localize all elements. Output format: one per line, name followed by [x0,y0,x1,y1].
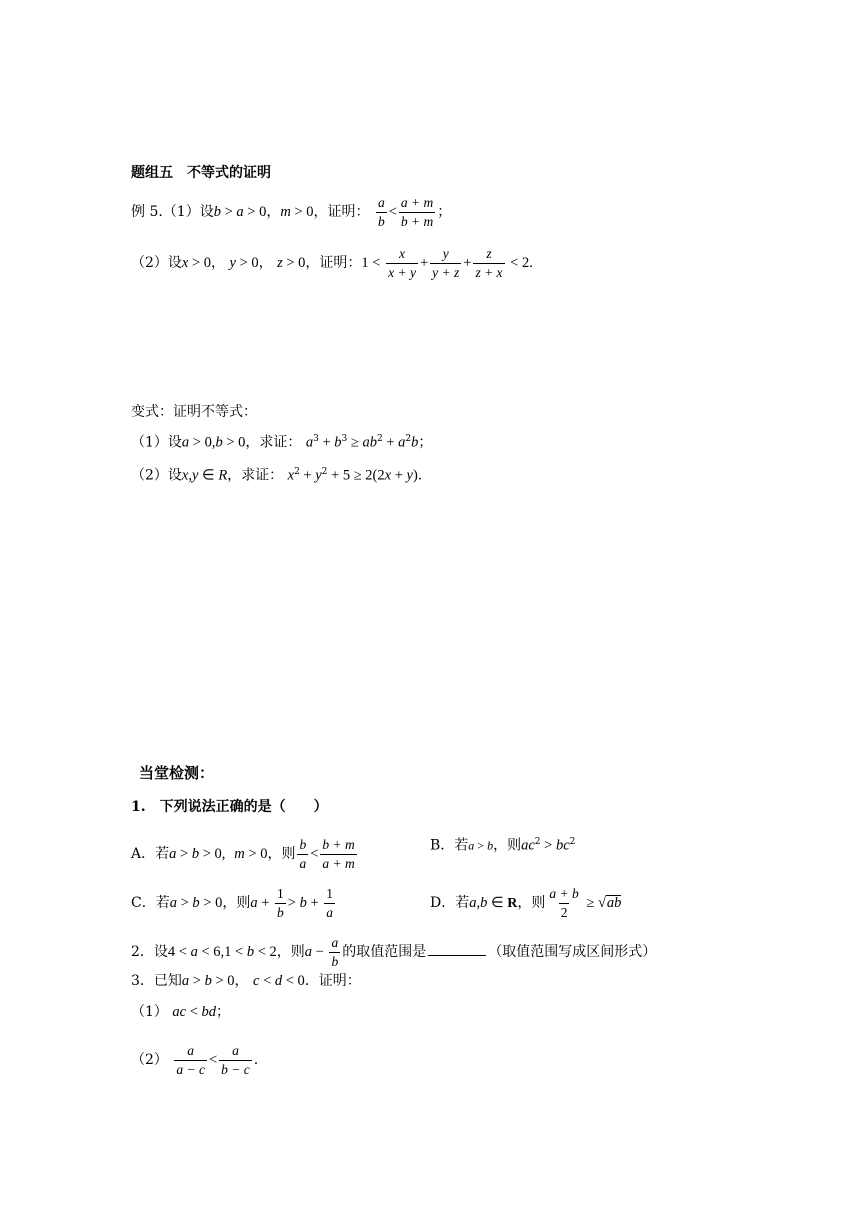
answer-blank[interactable] [428,943,486,956]
fraction: $\frac{a + b}{2}$ [549,886,579,920]
variant-title: 变式：证明不等式： [131,404,257,420]
fraction: $\frac{1}{b}$ [277,886,284,920]
fraction: $\frac{1}{a}$ [326,886,334,920]
fraction: $\frac{b + m}{a + m}$ [322,837,355,871]
option-a: A．若a > b > 0, m > 0，则 $\frac{b}{a}$ < $\frac{b + m}{a + m}$ [131,837,355,871]
fraction: $\frac{a}{b}$ [331,935,339,969]
fraction: $\frac{b}{a}$ [299,837,307,871]
question-3: 3．已知a > b > 0， c < d < 0．证明： [131,973,361,989]
fraction: $\frac{a + m}{b + m}$ [400,195,434,229]
fraction: $\frac{a}{b}$ [377,195,385,229]
option-d: D．若a,b ∈ R，则 $\frac{a + b}{2}$ ≥ √ab [430,886,622,920]
example-5-label: 例 5.（1）设 [131,204,214,220]
fraction: $\frac{z}{z + x}$ [475,246,503,280]
option-c: C．若a > b > 0，则a + $\frac{1}{b}$ > b + $\frac{1}{a}$ [131,886,334,920]
fraction: $\frac{y}{y + z}$ [432,246,460,280]
example-5-part-1: 例 5.（1）设b > a > 0，m > 0，证明： $\frac{a}{b}$ < $\frac{a + m}{b + m}$ ； [131,195,452,229]
fraction: $\frac{x}{x + y}$ [388,246,416,280]
question-3-part-2: （2） $\frac{a}{a - c}$ < $\frac{a}{b - c}$ . [131,1043,259,1077]
variant-part-2: （2）设x,y ∈ R，求证： $x^2 + y^2 + 5 \ge 2(2x + y)$. [131,467,423,484]
question-2: 2．设4 < a < 6,1 < b < 2，则a − $\frac{a}{b}$ 的取值范围是 （取值范围写成区间形式） [131,935,657,969]
section-title: 题组五 不等式的证明 [131,165,271,181]
option-b: B．若a > b，则$ac^2 > bc^2$ [430,837,576,854]
fraction: $\frac{a}{a - c}$ [176,1043,205,1077]
question-3-part-1: （1） ac < bd； [131,1004,230,1020]
question-1: 1. 下列说法正确的是（ ） [131,799,328,815]
variant-part-1: （1）设a > 0,b > 0，求证： $a^3 + b^3 \ge ab^2 + a^2b$； [131,434,433,451]
quiz-title: 当堂检测： [139,764,215,782]
example-5-part-2: （2）设x > 0， y > 0， z > 0，证明：1 < $\frac{x}{x + y}$ + $\frac{y}{y + z}$ + $\frac{z}{z + x}$ < 2. [131,246,533,280]
fraction: $\frac{a}{b - c}$ [221,1043,250,1077]
